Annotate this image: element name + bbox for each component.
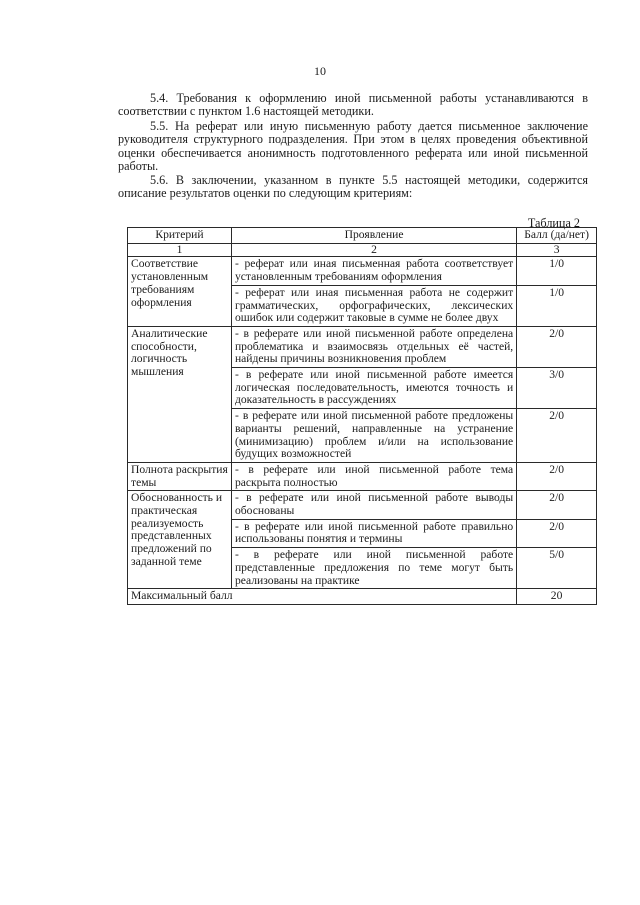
score-cell: 5/0 xyxy=(517,548,597,589)
description-cell: - в реферате или иной письменной работе тема раскрыта полностью xyxy=(231,462,516,490)
score-cell: 1/0 xyxy=(517,285,597,326)
description-cell: - в реферате или иной письменной работе определена проблематика и взаимосвязь отдельных её частей, найдены причины возникновения проблем xyxy=(231,326,516,367)
column-numbering-row xyxy=(128,243,597,257)
header-score: Балл (да/нет) xyxy=(517,228,597,244)
page-number: 10 xyxy=(314,64,326,78)
paragraph-5-6: 5.6. В заключении, указанном в пункте 5.5 настоящей методики, содержится описание результатов оценки по следующим критериям: xyxy=(118,173,588,201)
criterion-cell: Соответствие установленным требованиям оформления xyxy=(128,257,232,327)
table-header-row xyxy=(128,228,597,244)
criterion-cell: Полнота раскрытия темы xyxy=(128,462,232,490)
max-score-label: Максимальный балл xyxy=(128,589,517,605)
table-row xyxy=(128,491,597,519)
table-row xyxy=(128,257,597,285)
description-cell: - в реферате или иной письменной работе имеется логическая последовательность, имеются точность и доказательность в рассуждениях xyxy=(231,368,516,409)
description-cell: - в реферате или иной письменной работе предложены варианты решений, направленные на устранение (минимизацию) проблем и/или на использование будущих возможностей xyxy=(231,409,516,463)
header-description: Проявление xyxy=(231,228,516,244)
score-cell: 3/0 xyxy=(517,368,597,409)
table-row xyxy=(128,462,597,490)
description-cell: - в реферате или иной письменной работе правильно использованы понятия и термины xyxy=(231,519,516,547)
score-cell: 2/0 xyxy=(517,409,597,463)
table-caption: Таблица 2 xyxy=(527,216,580,230)
column-number: 1 xyxy=(128,243,232,257)
max-score-value: 20 xyxy=(517,589,597,605)
criteria-table-body xyxy=(128,257,597,589)
description-cell: - реферат или иная письменная работа соответствует установленным требованиям оформления xyxy=(231,257,516,285)
paragraph-5-4: 5.4. Требования к оформлению иной письменной работы устанавливаются в соответствии с пунктом 1.6 настоящей методики. xyxy=(118,91,588,119)
description-cell: - в реферате или иной письменной работе выводы обоснованы xyxy=(231,491,516,519)
description-cell: - реферат или иная письменная работа не содержит грамматических, орфографических, лексических ошибок или содержит таковые в сумме не более двух xyxy=(231,285,516,326)
score-cell: 2/0 xyxy=(517,462,597,490)
score-cell: 1/0 xyxy=(517,257,597,285)
table-row xyxy=(128,326,597,367)
paragraph-5-5: 5.5. На реферат или иную письменную работу дается письменное заключение руководителя структурного подразделения. При этом в целях проведения объективной оценки обеспечивается анонимность подготовленного реферата или иной письменной работы. xyxy=(118,119,588,174)
criterion-cell: Обоснованность и практическая реализуемость представленных предложений по заданной теме xyxy=(128,491,232,589)
column-number: 2 xyxy=(231,243,516,257)
criterion-cell: Аналитические способности, логичность мышления xyxy=(128,326,232,462)
max-score-row xyxy=(128,589,597,605)
score-cell: 2/0 xyxy=(517,491,597,519)
score-cell: 2/0 xyxy=(517,519,597,547)
description-cell: - в реферате или иной письменной работе представленные предложения по теме могут быть реализованы на практике xyxy=(231,548,516,589)
score-cell: 2/0 xyxy=(517,326,597,367)
column-number: 3 xyxy=(517,243,597,257)
criteria-table xyxy=(127,227,597,605)
header-criterion: Критерий xyxy=(128,228,232,244)
